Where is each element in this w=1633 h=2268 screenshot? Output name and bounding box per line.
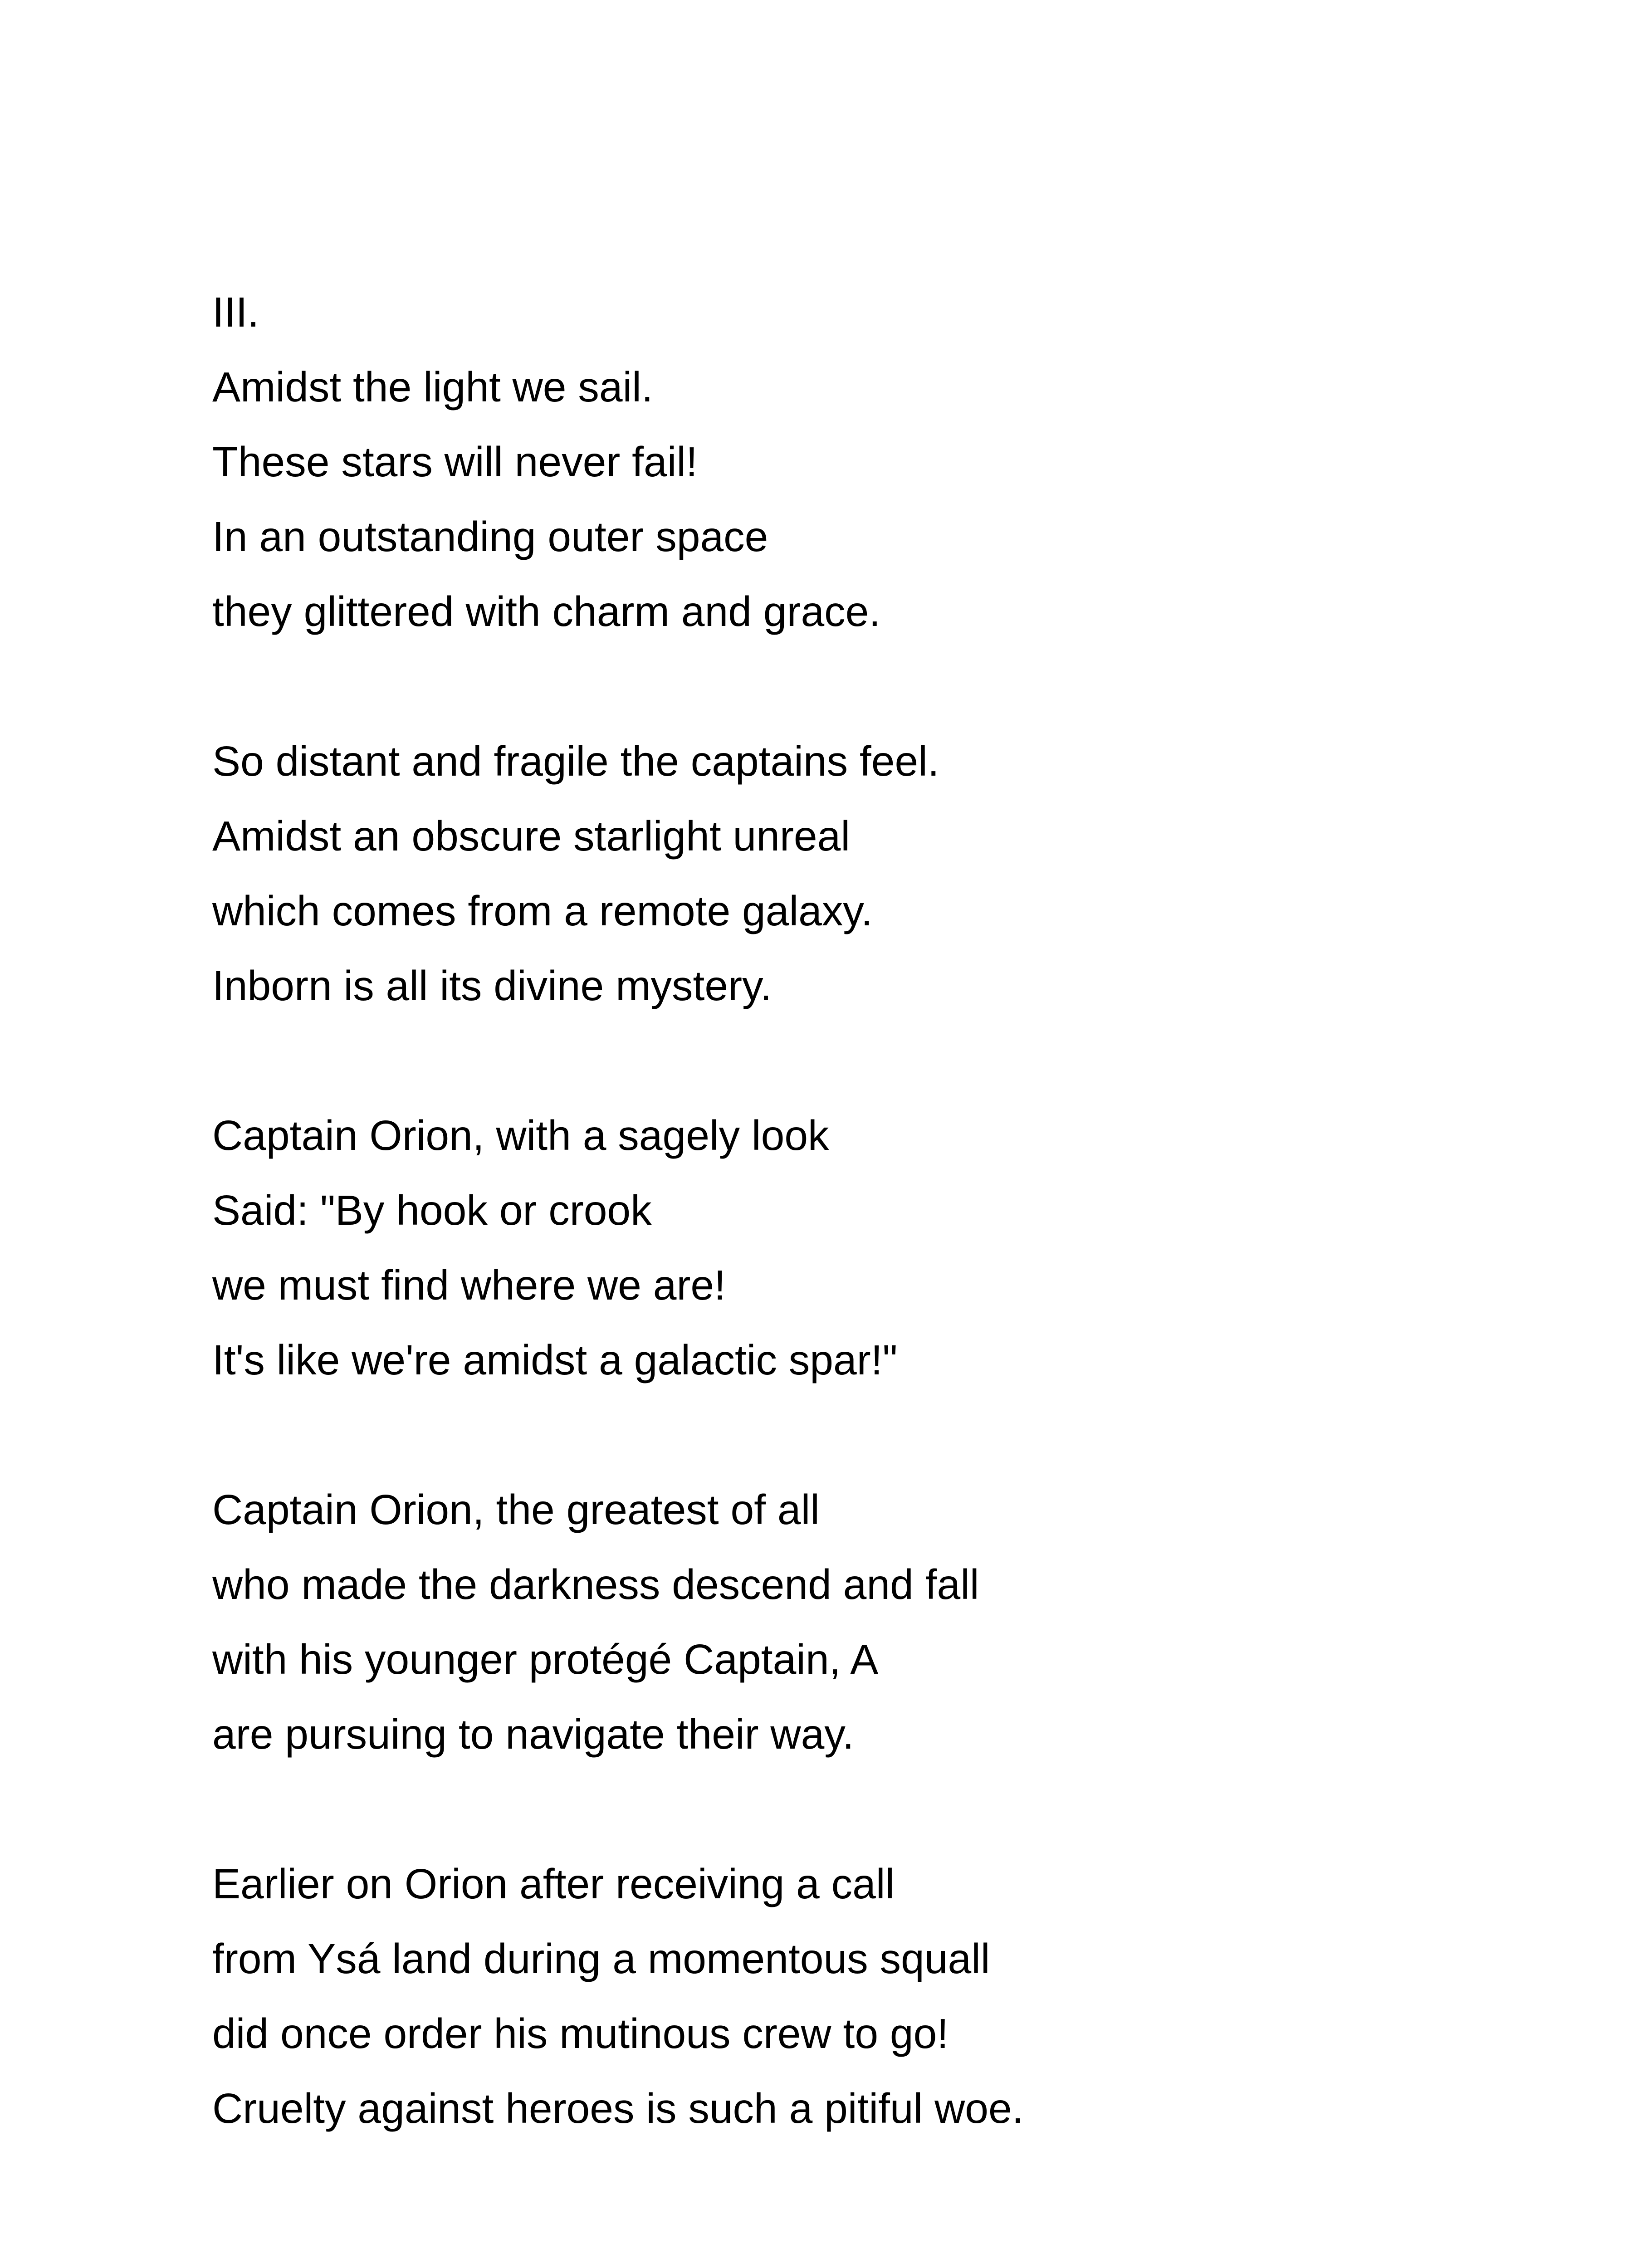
poem-line: It's like we're amidst a galactic spar!" bbox=[212, 1336, 898, 1383]
poem-line: with his younger protégé Captain, A bbox=[212, 1636, 879, 1683]
poem-line: Inborn is all its divine mystery. bbox=[212, 962, 772, 1009]
poem-line: who made the darkness descend and fall bbox=[212, 1561, 979, 1608]
stanza-2 bbox=[212, 724, 1573, 1023]
poem-line: Captain Orion, the greatest of all bbox=[212, 1486, 820, 1533]
poem-line: which comes from a remote galaxy. bbox=[212, 887, 873, 934]
poem-line: they glittered with charm and grace. bbox=[212, 588, 881, 635]
section-number: III. bbox=[212, 288, 259, 336]
poem-line: from Ysá land during a momentous squall bbox=[212, 1935, 990, 1982]
poem-line: Amidst an obscure starlight unreal bbox=[212, 812, 851, 860]
stanza-5 bbox=[212, 1847, 1573, 2146]
poem-line: Cruelty against heroes is such a pitiful woe. bbox=[212, 2085, 1024, 2132]
stanza-1 bbox=[212, 350, 1573, 649]
poem-line: Amidst the light we sail. bbox=[212, 363, 653, 411]
poem bbox=[212, 275, 1573, 2146]
poem-line: Earlier on Orion after receiving a call bbox=[212, 1860, 895, 1907]
poem-line: are pursuing to navigate their way. bbox=[212, 1711, 854, 1758]
poem-line: Captain Orion, with a sagely look bbox=[212, 1112, 829, 1159]
stanza-gap bbox=[212, 1023, 1573, 1098]
poem-line: These stars will never fail! bbox=[212, 438, 698, 485]
stanza-gap bbox=[212, 649, 1573, 724]
poem-line: In an outstanding outer space bbox=[212, 513, 768, 560]
stanza-3 bbox=[212, 1098, 1573, 1398]
poem-line: Said: "By hook or crook bbox=[212, 1187, 652, 1234]
stanza-4 bbox=[212, 1472, 1573, 1772]
stanza-gap bbox=[212, 1398, 1573, 1472]
poem-line: did once order his mutinous crew to go! bbox=[212, 2010, 949, 2057]
stanza-gap bbox=[212, 1772, 1573, 1847]
poem-line: we must find where we are! bbox=[212, 1261, 726, 1309]
poem-line: So distant and fragile the captains feel. bbox=[212, 738, 939, 785]
